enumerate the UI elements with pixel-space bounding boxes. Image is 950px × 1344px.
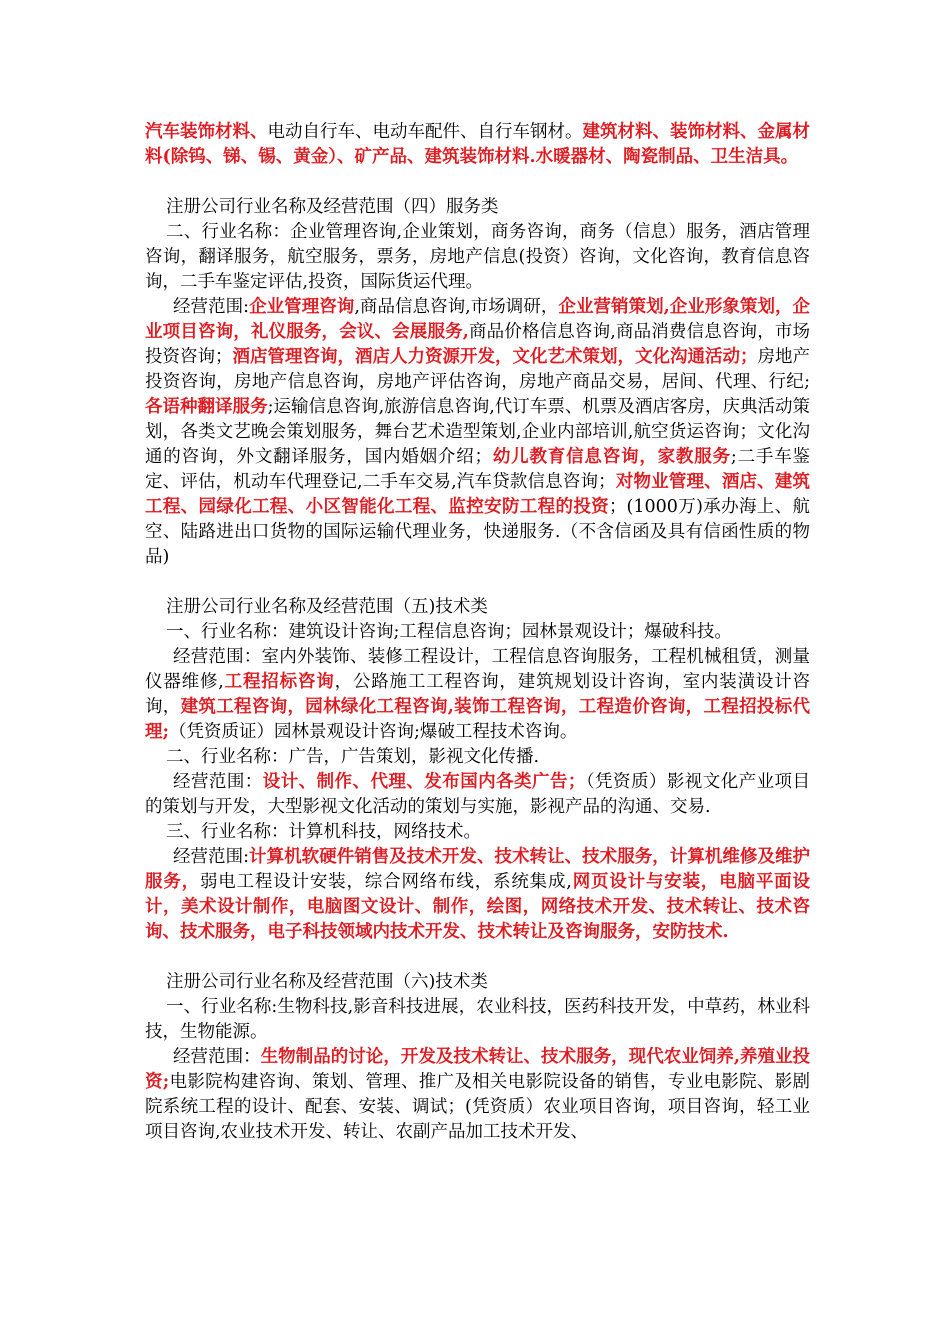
body-text: ;运输信息咨询,旅游信息咨询,代订车票、机票及酒店客房，庆典活动策划，各类文艺晚会策划服务，舞台艺术造型策划,企业内部培训,航空货运咨询；文化沟通的咨询，外文翻译服务，国内婚姻介绍； xyxy=(145,397,810,467)
highlighted-text: 建筑材料、装饰材料、金属材料(除钨、锑、锡、黄金）、矿产品、建筑装饰材料.水暖器材、陶瓷制品、卫生洁具。 xyxy=(145,122,810,167)
body-text: （凭资质）影视文化产业项目的策划与开发，大型影视文化活动的策划与实施，影视产品的沟通、交易. xyxy=(145,772,811,817)
document-page xyxy=(145,120,810,1145)
paragraph-sec5-scope3 xyxy=(145,845,810,945)
highlighted-text: 计算机软硬件销售及技术开发、技术转让、技术服务，计算机维修及维护服务， xyxy=(145,847,811,892)
highlighted-text: 工程招标咨询 xyxy=(223,672,335,692)
paragraph-sec5-title xyxy=(145,595,810,620)
paragraph-sec4-industry xyxy=(145,220,810,295)
body-text: 注册公司行业名称及经营范围（五)技术类 xyxy=(166,597,488,617)
highlighted-text: 设计、制作、代理、发布国内各类广告； xyxy=(262,772,586,792)
body-text: ；(1000万)承办海上、航空、陆路进出口货物的国际运输代理业务，快递服务.（不含信函及具有信函性质的物品) xyxy=(145,497,810,567)
paragraph-sec6-title xyxy=(145,970,810,995)
highlighted-text: 企业管理咨询 xyxy=(249,297,355,317)
highlighted-text: 生物制品的讨论，开发及技术转让、技术服务，现代农业饲养,养殖业投资; xyxy=(145,1047,811,1092)
body-text: 二、行业名称：企业管理咨询,企业策划，商务咨询，商务（信息）服务，酒店管理咨询，翻译服务，航空服务，票务，房地产信息(投资）咨询，文化咨询，教育信息咨询，二手车鉴定评估,投资，国际货运代理。 xyxy=(145,222,810,292)
body-text: 经营范围：室内外装饰、装修工程设计，工程信息咨询服务，工程机械租赁，测量仪器维修, xyxy=(145,647,810,692)
body-text: 电动自行车、电动车配件、自行车钢材。 xyxy=(267,122,583,142)
highlighted-text: 汽车装饰材料、 xyxy=(145,122,268,142)
highlighted-text: 各语种翻译服务 xyxy=(145,397,268,417)
body-text: 经营范围: xyxy=(173,297,250,317)
section-gap xyxy=(145,170,810,195)
highlighted-text: 幼儿教育信息咨询，家教服务 xyxy=(492,447,731,467)
highlighted-text: 网页设计与安装，电脑平面设计，美术设计制作，电脑图文设计、制作，绘图，网络技术开发、技术转让、技术咨询、技术服务，电子科技领域内技术开发、技术转让及咨询服务，安防技术. xyxy=(145,872,811,942)
paragraph-sec5-industry3 xyxy=(145,820,810,845)
paragraph-sec5-industry2 xyxy=(145,745,810,770)
body-text: 弱电工程设计安装，综合网络布线，系统集成, xyxy=(199,872,572,892)
body-text: 注册公司行业名称及经营范围（四）服务类 xyxy=(166,197,499,217)
body-text: ，公路施工工程咨询，建筑规划设计咨询，室内装潢设计咨询， xyxy=(145,672,811,717)
body-text: （凭资质证）园林景观设计咨询;爆破工程技术咨询。 xyxy=(168,722,578,742)
section-gap xyxy=(145,945,810,970)
body-text: ,商品信息咨询,市场调研， xyxy=(354,297,559,317)
section-gap xyxy=(145,570,810,595)
paragraph-sec4-scope xyxy=(145,295,810,570)
body-text: 一、行业名称:生物科技,影音科技进展，农业科技，医药科技开发，中草药，林业科技，生物能源。 xyxy=(145,997,810,1042)
body-text: 商品价格信息咨询,商品消费信息咨询，市场投资咨询； xyxy=(145,322,810,367)
paragraph-sec6-scope1 xyxy=(145,1045,810,1145)
paragraph-sec5-scope2 xyxy=(145,770,810,820)
body-text: 房地产投资咨询，房地产信息咨询，房地产评估咨询，房地产商品交易，居间、代理、行纪; xyxy=(145,347,810,392)
body-text: 二、行业名称：广告，广告策划，影视文化传播. xyxy=(166,747,540,767)
highlighted-text: 建筑工程咨询，园林绿化工程咨询,装饰工程咨询，工程造价咨询，工程招投标代理; xyxy=(145,697,811,742)
body-text: 一、行业名称：建筑设计咨询;工程信息咨询；园林景观设计；爆破科技。 xyxy=(166,622,732,642)
highlighted-text: 对物业管理、酒店、建筑工程、园绿化工程、小区智能化工程、监控安防工程的投资 xyxy=(145,472,811,517)
paragraph-sec4-title xyxy=(145,195,810,220)
highlighted-text: 企业营销策划,企业形象策划，企业项目咨询，礼仪服务，会议、会展服务, xyxy=(145,297,811,342)
body-text: 电影院构建咨询、策划、管理、推广及相关电影院设备的销售，专业电影院、影剧院系统工程的设计、配套、安装、调试；(凭资质）农业项目咨询，项目咨询，轻工业项目咨询,农业技术开发、转让、农副产品加工技术开发、 xyxy=(145,1072,810,1142)
body-text: 经营范围: xyxy=(173,847,250,867)
body-text: 经营范围： xyxy=(173,1047,261,1067)
paragraph-sec5-scope1 xyxy=(145,645,810,745)
paragraph-intro xyxy=(145,120,810,170)
paragraph-sec5-industry1 xyxy=(145,620,810,645)
body-text: 三、行业名称：计算机科技，网络技术。 xyxy=(166,822,481,842)
paragraph-sec6-industry1 xyxy=(145,995,810,1045)
body-text: 经营范围： xyxy=(173,772,263,792)
body-text: ;二手车鉴定、评估，机动车代理登记,二手车交易,汽车贷款信息咨询； xyxy=(145,447,811,492)
highlighted-text: 酒店管理咨询，酒店人力资源开发，文化艺术策划，文化沟通活动； xyxy=(232,347,758,367)
body-text: 注册公司行业名称及经营范围（六)技术类 xyxy=(166,972,488,992)
